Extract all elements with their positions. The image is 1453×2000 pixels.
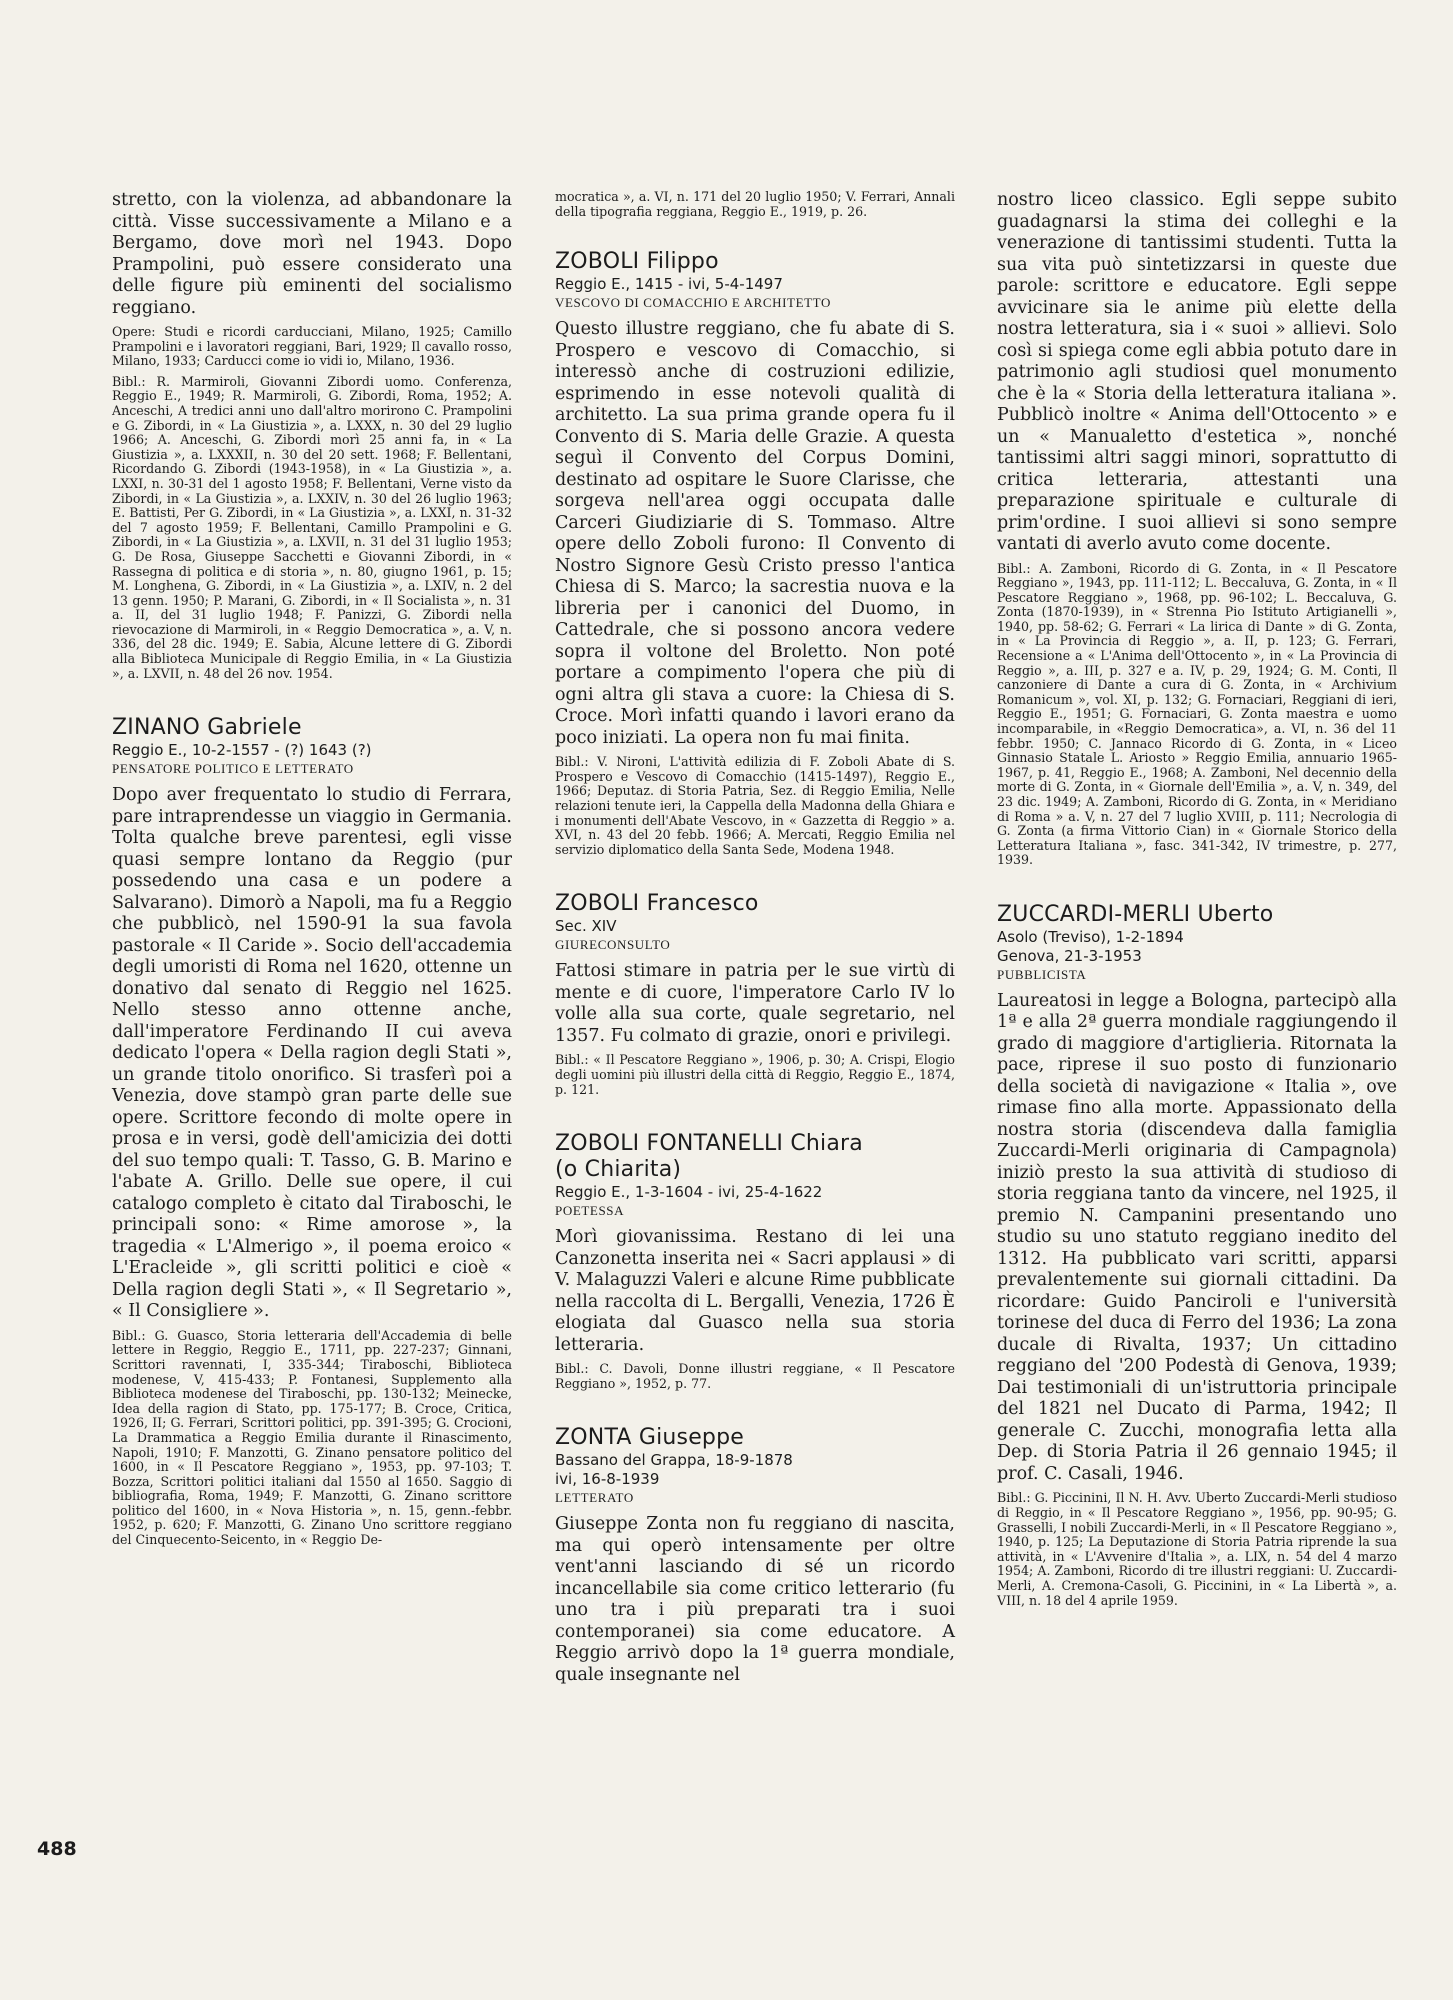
entry-text: Fattosi stimare in patria per le sue virtù di mente e di cuore, l'imperatore Carlo IV lo volle alla sua corte, quale segretario, nel 1357. Fu colmato di grazie, onori e privilegi. [555, 961, 955, 1046]
zonta-bibliography: Bibl.: A. Zamboni, Ricordo di G. Zonta, in « Il Pescatore Reggiano », 1943, pp. 111-112; L. Beccaluva, G. Zonta, in « Il Pescatore Reggiano », 1968, pp. 96-102; L. Beccaluva, G. Zonta (1870-1939), in « Strenna Pio Istituto Artigianelli », 1940, pp. 58-62; G. Ferrari « La lirica di Dante » di G. Zonta, in « La Provincia di Reggio », a. II, p. 123; G. Ferrari, Recensione a « L'Anima dell'Ottocento », in « La Provincia di Reggio », a. III, p. 327 e a. IV, p. 29, 1924; G. M. Conti, Il canzoniere di Dante a cura di G. Zonta, in « Archivium Romanicum », vol. XI, p. 132; G. Fornaciari, Reggiani di ieri, Reggio E., 1951; G. Fornaciari, G. Zonta maestra e uomo incomparabile, in «Reggio Democratica», a. VI, n. 36 del 11 febbr. 1950; C. Jannaco Ricordo di G. Zonta, in « Liceo Ginnasio Statale L. Ariosto » Reggio Emilia, annuario 1965-1967, p. 41, Reggio E., 1968; A. Zamboni, Nel decennio della morte di G. Zonta, in « Giornale dell'Emilia », a. V, n. 349, del 23 dic. 1949; A. Zamboni, Ricordo di G. Zonta, in « Meridiano di Roma » a. V, n. 27 del 7 luglio XVIII, p. 111; Necrologia di G. Zonta (a firma Vittorio Cian) in « Giornale Storico della Letteratura Italiana », fasc. 341-342, IV trimestre, p. 277, 1939. [997, 560, 1397, 868]
column-right [997, 190, 1397, 1614]
entry-dates: Sec. XIV [555, 917, 617, 936]
entry-role: GIURECONSULTO [555, 937, 671, 953]
entry-heading [997, 902, 1397, 928]
entry-dates: Reggio E., 1415 - ivi, 5-4-1497 [555, 275, 783, 294]
entry-text: Laureatosi in legge a Bologna, partecipò alla 1ª e alla 2ª guerra mondiale raggiungendo il grado di maggiore d'artiglieria. Ritornata la pace, riprese il suo posto di funzionario della società di navigazione « Italia », ove rimase fino alla morte. Appassionato della nostra storia (discendeva dalla famiglia Zuccardi-Merli originaria di Campagnola) iniziò presto la sua attività di studioso di storia reggiana tanto da vincere, nel 1925, il premio N. Campanini presentando uno studio su uno statuto reggiano inedito del 1312. Ha pubblicato vari scritti, apparsi prevalentemente sui giornali cittadini. Da ricordare: Guido Panciroli e l'università torinese del duca di Ferro del 1936; La zona ducale di Rivalta, 1937; Un cittadino reggiano del '200 Podestà di Genova, 1939; Dai testimoniali di un'istruttoria principale del 1821 nel Ducato di Parma, 1942; Il generale C. Zucchi, monografia letta alla Dep. di Storia Patria il 26 gennaio 1945; il prof. C. Casali, 1946. [997, 990, 1397, 1484]
entry-given-name: Chiara [790, 1131, 863, 1157]
entry-role: VESCOVO DI COMACCHIO E ARCHITETTO [555, 295, 831, 311]
column-left [112, 190, 512, 1554]
entry-zoboli-filippo [555, 249, 955, 857]
entry-given-name: Filippo [646, 249, 719, 275]
entry-text: Questo illustre reggiano, che fu abate di S. Prospero e vescovo di Comacchio, si interessò anche di costruzioni edilizie, esprimendo in esse notevoli qualità di architetto. La sua prima grande opera fu il Convento di S. Maria delle Grazie. A questa seguì il Convento del Corpus Domini, destinato ad ospitare le Suore Clarisse, che sorgeva nell'area oggi occupata dalle Carceri Giudiziarie di S. Tommaso. Altre opere dello Zoboli furono: Il Convento di Nostro Signore Gesù Cristo presso l'antica Chiesa di S. Marco; la sacrestia nuova e la libreria per i canonici del Duomo, in Cattedrale, che si possono ancora vedere sopra il voltone del Broletto. Non poté portare a compimento l'opera che più di ogni altra gli stava a cuore: la Chiesa di S. Croce. Morì infatti quando i lavori erano da poco iniziati. La opera non fu mai finita. [555, 319, 955, 748]
entry-birth: Asolo (Treviso), 1-2-1894 [997, 927, 1184, 946]
entry-alias: (o Chiarita) [555, 1157, 682, 1183]
entry-birth: Bassano del Grappa, 18-9-1878 [555, 1451, 793, 1470]
entry-bibliography: Bibl.: G. Piccinini, Il N. H. Avv. Uberto Zuccardi-Merli studioso di Reggio, in « Il Pescatore Reggiano », 1956, pp. 90-95; G. Grasselli, I nobili Zuccardi-Merli, in « Il Pescatore Reggiano », 1940, p. 125; La Deputazione di Storia Patria riprende la sua attività, in « L'Avvenire d'Italia », a. LIX, n. 54 del 4 marzo 1954; A. Zamboni, Ricordo di tre illustri reggiani: U. Zuccardi-Merli, A. Cremona-Casoli, G. Piccinini, in « La Libertà », a. VIII, n. 18 del 4 aprile 1959. [997, 1490, 1397, 1608]
entry-role: POETESSA [555, 1203, 625, 1219]
entry-text: Morì giovanissima. Restano di lei una Canzonetta inserita nei « Sacri applausi » di V. Malaguzzi Valeri e alcune Rime pubblicate nella raccolta di L. Bergalli, Venezia, 1726 È elogiata dal Guasco nella sua storia letteraria. [555, 1227, 955, 1355]
entry-heading [112, 715, 512, 741]
entry-bibliography: Bibl.: V. Nironi, L'attività edilizia di F. Zoboli Abate di S. Prospero e Vescovo di Comacchio (1415-1497), Reggio E., 1966; Deputaz. di Storia Patria, Sez. di Reggio Emilia, Nelle relazioni tenute ieri, la Cappella della Madonna della Ghiara e i monumenti dell'Abate Vescovo, in « Gazzetta di Reggio » a. XVI, n. 43 del 20 febb. 1966; A. Mercati, Reggio Emilia nel servizio diplomatico della Santa Sede, Modena 1948. [555, 754, 955, 857]
entry-given-name: Giuseppe [638, 1425, 744, 1451]
entry-role: PUBBLICISTA [997, 966, 1087, 982]
entry-heading [555, 891, 955, 917]
entry-dates: Reggio E., 1-3-1604 - ivi, 25-4-1622 [555, 1183, 823, 1202]
zibordi-opere: Opere: Studi e ricordi carducciani, Milano, 1925; Camillo Prampolini e i lavoratori reggiani, Bari, 1929; Il cavallo rosso, Milano, 1933; Carducci come io vidi io, Milano, 1936. [112, 324, 512, 369]
entry-death: Genova, 21-3-1953 [997, 946, 1142, 965]
zinano-bibliography-continuation: mocratica », a. VI, n. 171 del 20 luglio 1950; V. Ferrari, Annali della tipografia reggiana, Reggio E., 1919, p. 26. [555, 189, 955, 219]
zibordi-bibliography: Bibl.: R. Marmiroli, Giovanni Zibordi uomo. Conferenza, Reggio E., 1949; R. Marmiroli, G. Zibordi, Roma, 1952; A. Anceschi, A tredici anni uno dall'altro morirono C. Prampolini e G. Zibordi, in « La Giustizia », a. LXXX, n. 30 del 29 luglio 1966; A. Anceschi, G. Zibordi morì 25 anni fa, in « La Giustizia », a. LXXXII, n. 30 del 20 sett. 1968; F. Bellentani, Ricordando G. Zibordi (1943-1958), in « La Giustizia », a. LXXI, n. 30-31 del 1 agosto 1958; F. Bellentani, Verne visto da Zibordi, in « La Giustizia », a. LXXIV, n. 30 del 26 luglio 1963; E. Battisti, Per G. Zibordi, in « La Giustizia », a. LXXI, n. 31-32 del 7 agosto 1959; F. Bellentani, Camillo Prampolini e G. Zibordi, in « La Giustizia », a. LXVII, n. 31 del 31 luglio 1953; G. De Rosa, Giuseppe Sacchetti e Giovanni Zibordi, in « Rassegna di politica e di storia », n. 80, giugno 1961, p. 15; M. Longhena, G. Zibordi, in « La Giustizia », a. LXIV, n. 2 del 13 genn. 1950; P. Marani, G. Zibordi, in « Il Socialista », n. 31 a. II, del 31 luglio 1948; F. Panizzi, G. Zibordi nella rievocazione di Marmiroli, in « Reggio Democratica », a. V, n. 336, del 28 dic. 1949; E. Sabia, Alcune lettere di G. Zibordi alla Biblioteca Municipale di Reggio Emilia, in « La Giustizia », a. LXVII, n. 48 del 26 nov. 1954. [112, 373, 512, 681]
entry-surname: ZOBOLI [555, 249, 640, 275]
entry-text: Giuseppe Zonta non fu reggiano di nascita, ma qui operò intensamente per oltre vent'anni lasciando di sé un ricordo incancellabile sia come critico letterario (fu uno tra i più preparati tra i suoi contemporanei) sia come educatore. A Reggio arrivò dopo la 1ª guerra mondiale, quale insegnante nel [555, 1514, 955, 1685]
entry-zoboli-francesco [555, 891, 955, 1097]
entry-surname: ZINANO [112, 715, 201, 741]
entry-heading [555, 1131, 955, 1157]
entry-death: ivi, 16-8-1939 [555, 1470, 660, 1489]
entry-dates: Reggio E., 10-2-1557 - (?) 1643 (?) [112, 741, 372, 760]
zonta-continuation: nostro liceo classico. Egli seppe subito guadagnarsi la stima dei colleghi e la venerazione di tantissimi studenti. Tutta la sua vita può sintetizzarsi in queste due parole: scrittore e educatore. Egli seppe avvicinare sia le anime più elette della nostra letteratura, sia i « suoi » allievi. Solo così si spiega come egli abbia potuto dare in patrimonio agli studiosi quel monumento che è la « Storia della letteratura italiana ». Pubblicò inoltre « Anima dell'Ottocento » e un « Manualetto d'estetica », nonché tantissimi altri saggi minori, soprattutto di critica letteraria, attestanti una preparazione spirituale e culturale di prim'ordine. I suoi allievi si sono sempre vantati di averlo avuto come docente. [997, 190, 1397, 554]
entry-bibliography: Bibl.: G. Guasco, Storia letteraria dell'Accademia di belle lettere in Reggio, Reggio E., 1711, pp. 227-237; Ginnani, Scrittori ravennati, I, 335-344; Tiraboschi, Biblioteca modenese, V, 415-433; P. Fontanesi, Supplemento alla Biblioteca modenese del Tiraboschi, pp. 130-132; Meinecke, Idea della ragion di Stato, pp. 175-177; B. Croce, Critica, 1926, II; G. Ferrari, Scrittori politici, pp. 391-395; G. Crocioni, La Drammatica a Reggio Emilia durante il Rinascimento, Napoli, 1910; F. Manzotti, G. Zinano pensatore politico del 1600, in « Il Pescatore Reggiano », 1953, pp. 97-103; T. Bozza, Scrittori politici italiani dal 1550 al 1650. Saggio di bibliografia, Roma, 1949; F. Manzotti, G. Zinano scrittore politico del 1600, in « Nova Historia », n. 15, genn.-febbr. 1952, p. 620; F. Manzotti, G. Zinano Uno scrittore reggiano del Cinquecento-Seicento, in « Reggio De- [112, 1327, 512, 1548]
page-number: 488 [37, 1838, 77, 1860]
zibordi-continuation: stretto, con la violenza, ad abbandonare la città. Visse successivamente a Milano e a Bergamo, dove morì nel 1943. Dopo Prampolini, può essere considerato una delle figure più eminenti del socialismo reggiano. [112, 190, 512, 318]
entry-surname: ZONTA [555, 1425, 632, 1451]
entry-text: Dopo aver frequentato lo studio di Ferrara, pare intraprendesse un viaggio in Germania. Tolta qualche breve parentesi, egli visse quasi sempre lontano da Reggio (pur possedendo una casa e un podere a Salvarano). Dimorò a Napoli, ma fu a Reggio che pubblicò, nel 1590-91 la sua favola pastorale « Il Caride ». Socio dell'accademia degli umoristi di Roma nel 1620, ottenne un donativo dal senato di Reggio nel 1625. Nello stesso anno ottenne anche, dall'imperatore Ferdinando II cui aveva dedicato l'opera « Della ragion degli Stati », un grande titolo onorifico. Si trasferì poi a Venezia, dove stampò gran parte delle sue opere. Scrittore fecondo di molte opere in prosa e in versi, godè dell'amicizia dei dotti del suo tempo quali: T. Tasso, G. B. Marino e l'abate A. Grillo. Delle sue opere, il cui catalogo completo è citato dal Tiraboschi, le principali sono: « Rime amorose », la tragedia « L'Almerigo », il poema eroico « L'Eracleide », gli scritti politici e cioè « Della ragion degli Stati », « Il Segretario », « Il Consigliere ». [112, 785, 512, 1322]
entry-zoboli-fontanelli-chiara [555, 1131, 955, 1391]
entry-bibliography: Bibl.: « Il Pescatore Reggiano », 1906, p. 30; A. Crispi, Elogio degli uomini più illustri della città di Reggio, Reggio E., 1874, p. 121. [555, 1052, 955, 1097]
entry-heading [555, 1425, 955, 1451]
entry-given-name: Gabriele [207, 715, 302, 741]
entry-given-name: Francesco [646, 891, 759, 917]
entry-given-name: Uberto [1197, 901, 1274, 927]
entry-zinano-gabriele [112, 715, 512, 1547]
entry-surname: ZOBOLI FONTANELLI [555, 1131, 784, 1157]
entry-surname: ZOBOLI [555, 891, 640, 917]
entry-heading [555, 249, 955, 275]
entry-bibliography: Bibl.: C. Davoli, Donne illustri reggiane, « Il Pescatore Reggiano », 1952, p. 77. [555, 1361, 955, 1391]
entry-surname: ZUCCARDI-MERLI [997, 901, 1191, 927]
column-middle [555, 190, 955, 1692]
entry-role: LETTERATO [555, 1490, 634, 1506]
entry-role: PENSATORE POLITICO E LETTERATO [112, 761, 354, 777]
entry-zonta-giuseppe [555, 1425, 955, 1686]
entry-zuccardi-merli-uberto [997, 902, 1397, 1608]
